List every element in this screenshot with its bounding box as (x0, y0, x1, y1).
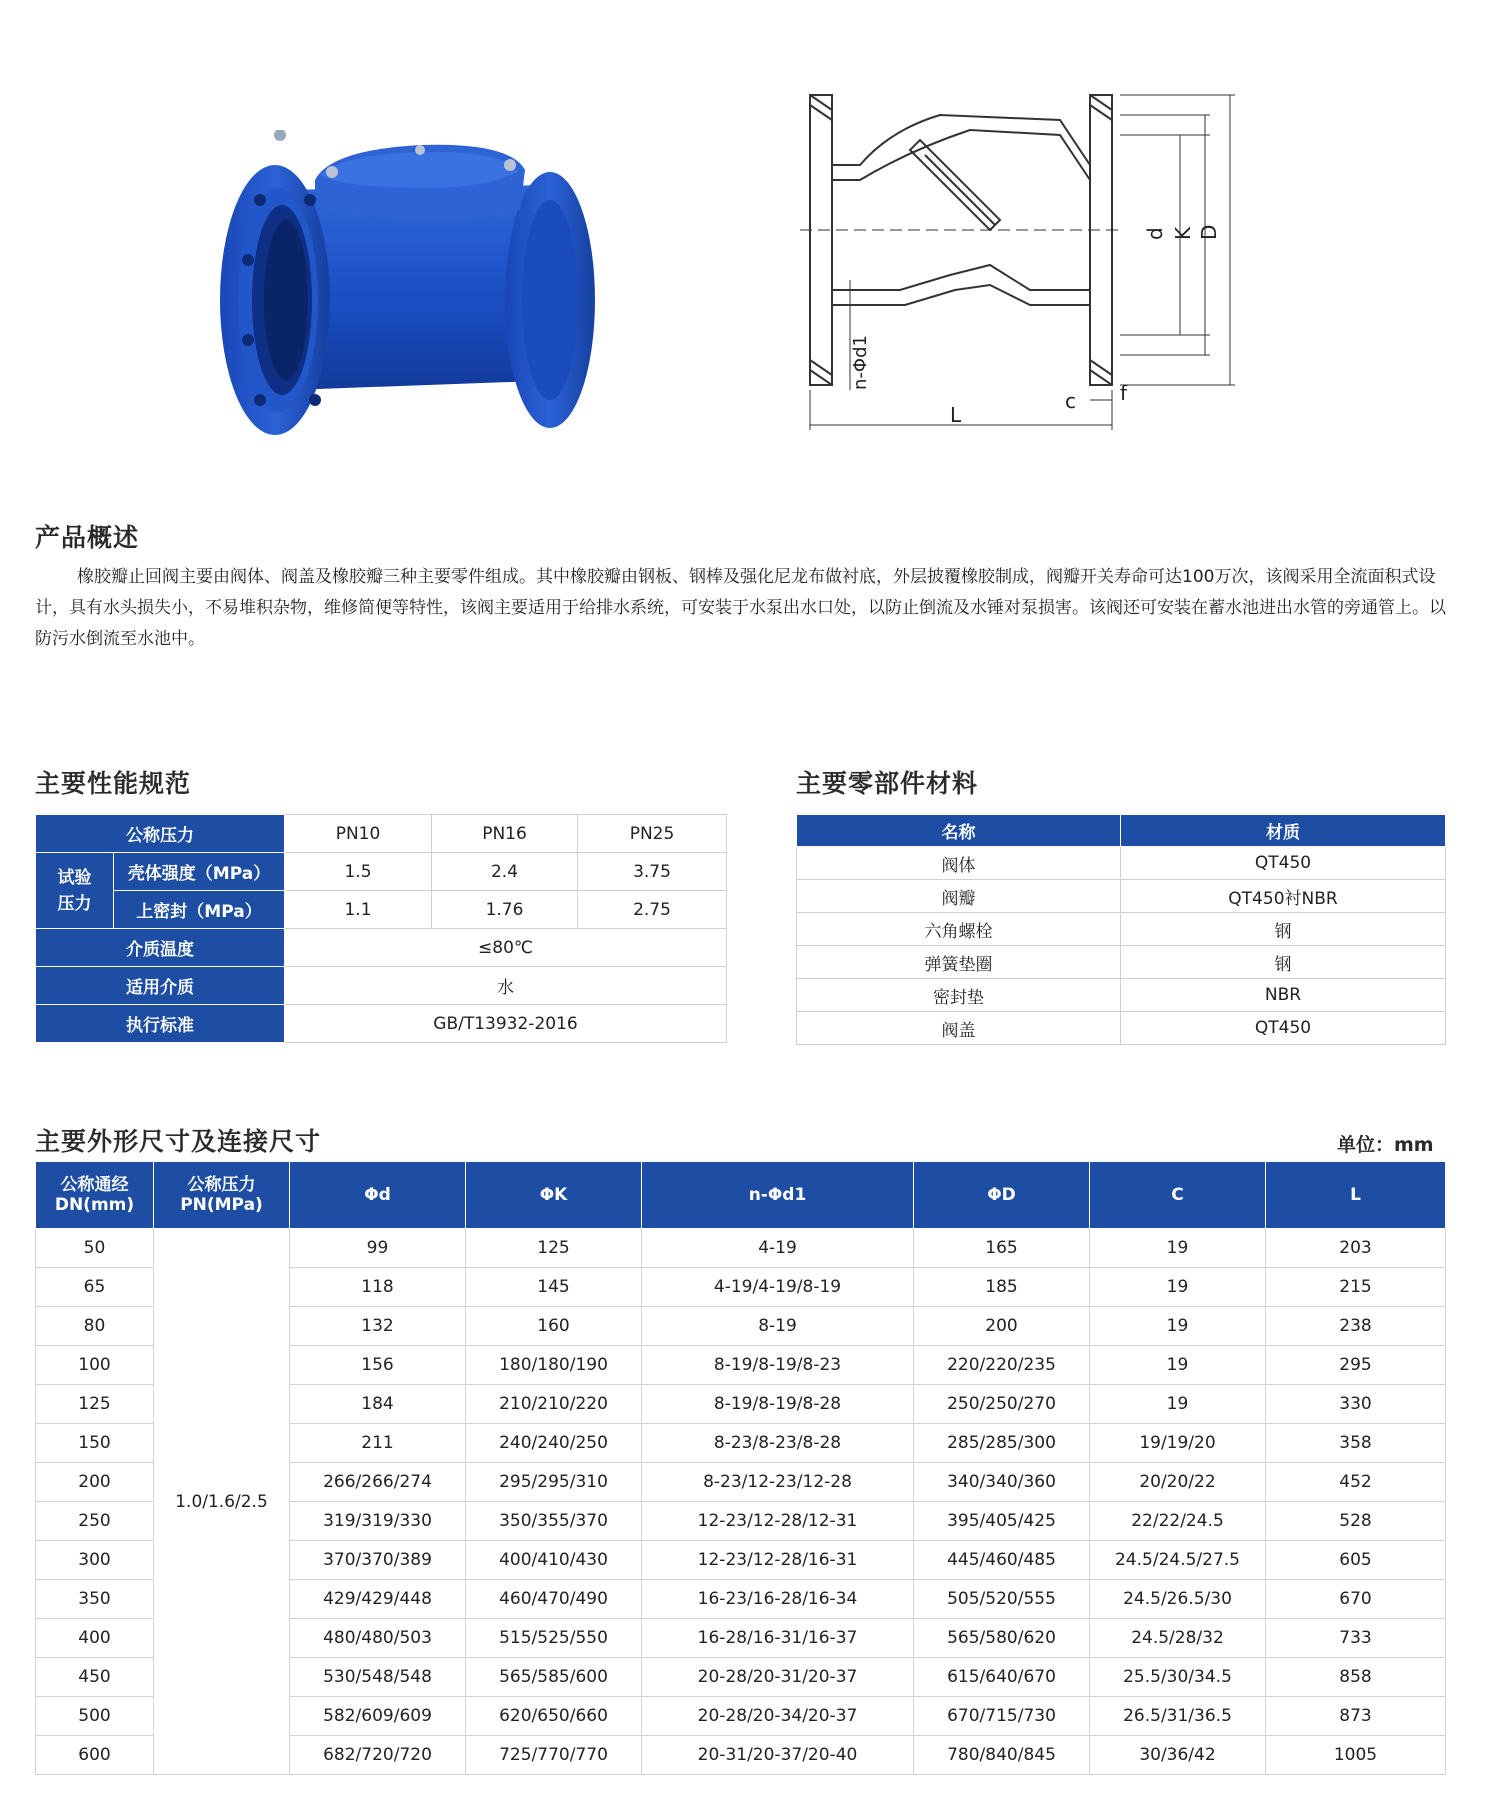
test-pressure-label: 试验压力 (36, 853, 114, 929)
dimensions-cell: 395/405/425 (914, 1502, 1090, 1541)
materials-row (797, 1012, 1446, 1045)
dimensions-col-header: 公称压力PN(MPa) (154, 1162, 290, 1229)
materials-row (797, 847, 1446, 880)
material-value: QT450 (1121, 1012, 1446, 1045)
valve-product-photo (220, 130, 620, 450)
dimensions-cell: 4-19 (642, 1229, 914, 1268)
dimensions-cell: 50 (36, 1229, 154, 1268)
dimensions-cell: 350/355/370 (466, 1502, 642, 1541)
dimensions-cell: 26.5/31/36.5 (1090, 1697, 1266, 1736)
temp-value: ≤80℃ (285, 929, 727, 967)
dimensions-cell: 858 (1266, 1658, 1446, 1697)
dimensions-cell: 20-28/20-31/20-37 (642, 1658, 914, 1697)
dimensions-cell: 445/460/485 (914, 1541, 1090, 1580)
dimensions-cell: 160 (466, 1307, 642, 1346)
dimensions-cell: 4-19/4-19/8-19 (642, 1268, 914, 1307)
dimensions-cell: 300 (36, 1541, 154, 1580)
pn-header: PN16 (432, 815, 578, 853)
shell-strength-label: 壳体强度（MPa） (114, 853, 285, 891)
dimensions-cell: 295 (1266, 1346, 1446, 1385)
dimensions-cell: 200 (36, 1463, 154, 1502)
performance-heading: 主要性能规范 (35, 769, 192, 798)
performance-table (35, 814, 727, 1043)
dimensions-cell: 370/370/389 (290, 1541, 466, 1580)
materials-row (797, 946, 1446, 979)
dimensions-cell: 565/585/600 (466, 1658, 642, 1697)
shell-value: 2.4 (432, 853, 578, 891)
materials-col-header: 名称 (797, 815, 1121, 847)
dimensions-cell: 8-23/12-23/12-28 (642, 1463, 914, 1502)
standard-value: GB/T13932-2016 (285, 1005, 727, 1043)
dimensions-cell: 873 (1266, 1697, 1446, 1736)
material-part-name: 阀体 (797, 847, 1121, 880)
dimensions-cell: 480/480/503 (290, 1619, 466, 1658)
dimensions-cell: 19 (1090, 1385, 1266, 1424)
dimensions-cell: 20/20/22 (1090, 1463, 1266, 1502)
dimensions-cell: 460/470/490 (466, 1580, 642, 1619)
dimensions-pn-merged: 1.0/1.6/2.5 (154, 1229, 290, 1775)
dimensions-cell: 125 (466, 1229, 642, 1268)
dimensions-cell: 240/240/250 (466, 1424, 642, 1463)
seal-value: 1.76 (432, 891, 578, 929)
materials-row (797, 979, 1446, 1012)
dimensions-heading: 主要外形尺寸及连接尺寸 (35, 1127, 322, 1156)
dimensions-cell: 780/840/845 (914, 1736, 1090, 1775)
dim-label-nd1: n-Φd1 (850, 335, 871, 390)
dim-label-c: c (1065, 389, 1076, 413)
dimensions-col-header: ΦD (914, 1162, 1090, 1229)
dimensions-cell: 319/319/330 (290, 1502, 466, 1541)
dimensions-cell: 19 (1090, 1229, 1266, 1268)
dimensions-cell: 500 (36, 1697, 154, 1736)
dimensions-cell: 210/210/220 (466, 1385, 642, 1424)
dimensions-cell: 515/525/550 (466, 1619, 642, 1658)
dimensions-cell: 250/250/270 (914, 1385, 1090, 1424)
dimensions-cell: 156 (290, 1346, 466, 1385)
dimensions-cell: 615/640/670 (914, 1658, 1090, 1697)
dimensions-cell: 682/720/720 (290, 1736, 466, 1775)
material-value: QT450 (1121, 847, 1446, 880)
dimensions-cell: 24.5/28/32 (1090, 1619, 1266, 1658)
dimensions-cell: 30/36/42 (1090, 1736, 1266, 1775)
dimensions-cell: 340/340/360 (914, 1463, 1090, 1502)
dimensions-row (36, 1229, 1446, 1268)
dimensions-cell: 118 (290, 1268, 466, 1307)
dimensions-cell: 180/180/190 (466, 1346, 642, 1385)
dimensions-cell: 65 (36, 1268, 154, 1307)
dimensions-cell: 211 (290, 1424, 466, 1463)
medium-value: 水 (285, 967, 727, 1005)
dimensions-cell: 450 (36, 1658, 154, 1697)
dimensions-cell: 100 (36, 1346, 154, 1385)
dimensions-cell: 505/520/555 (914, 1580, 1090, 1619)
dimensions-cell: 203 (1266, 1229, 1446, 1268)
shell-value: 1.5 (285, 853, 432, 891)
overview-heading: 产品概述 (35, 523, 140, 552)
dimensions-cell: 285/285/300 (914, 1424, 1090, 1463)
dimensions-col-header: 公称通经DN(mm) (36, 1162, 154, 1229)
dimensions-cell: 12-23/12-28/12-31 (642, 1502, 914, 1541)
dimensions-cell: 620/650/660 (466, 1697, 642, 1736)
dimensions-cell: 215 (1266, 1268, 1446, 1307)
temp-label: 介质温度 (36, 929, 285, 967)
dimensions-cell: 8-19/8-19/8-28 (642, 1385, 914, 1424)
dimensions-cell: 400/410/430 (466, 1541, 642, 1580)
dimensions-cell: 184 (290, 1385, 466, 1424)
dimensions-cell: 733 (1266, 1619, 1446, 1658)
dimensions-cell: 452 (1266, 1463, 1446, 1502)
dimensions-cell: 295/295/310 (466, 1463, 642, 1502)
dimensions-cell: 250 (36, 1502, 154, 1541)
dimensions-cell: 8-23/8-23/8-28 (642, 1424, 914, 1463)
dimensions-cell: 200 (914, 1307, 1090, 1346)
dimensions-cell: 145 (466, 1268, 642, 1307)
dimensions-cell: 22/22/24.5 (1090, 1502, 1266, 1541)
shell-value: 3.75 (578, 853, 727, 891)
dimensions-cell: 266/266/274 (290, 1463, 466, 1502)
dimensions-cell: 530/548/548 (290, 1658, 466, 1697)
dimensions-cell: 125 (36, 1385, 154, 1424)
dimensions-cell: 20-28/20-34/20-37 (642, 1697, 914, 1736)
dimensions-cell: 330 (1266, 1385, 1446, 1424)
dimensions-cell: 185 (914, 1268, 1090, 1307)
dim-label-d-outer: D (1197, 224, 1221, 240)
materials-heading: 主要零部件材料 (796, 769, 979, 798)
material-part-name: 弹簧垫圈 (797, 946, 1121, 979)
nominal-pressure-label: 公称压力 (36, 815, 285, 853)
dimensions-cell: 220/220/235 (914, 1346, 1090, 1385)
overview-paragraph: 橡胶瓣止回阀主要由阀体、阀盖及橡胶瓣三种主要零件组成。其中橡胶瓣由钢板、钢棒及强化尼龙布做衬底，外层披覆橡胶制成，阀瓣开关寿命可达100万次，该阀采用全流面积式设计，具有水头损失小，不易堆积杂物，维修简便等特性，该阀主要适用于给排水系统，可安装于水泵出水口处，以防止倒流及水锤对泵损害。该阀还可安装在蓄水池进出水管的旁通管上。以防污水倒流至水池中。 (35, 567, 1446, 649)
seal-value: 2.75 (578, 891, 727, 929)
dimensions-cell: 19 (1090, 1307, 1266, 1346)
dim-label-k: K (1171, 226, 1195, 240)
overview-text (35, 562, 1455, 655)
dimensions-cell: 600 (36, 1736, 154, 1775)
dimensions-cell: 429/429/448 (290, 1580, 466, 1619)
dimensions-cell: 8-19 (642, 1307, 914, 1346)
dimensions-cell: 358 (1266, 1424, 1446, 1463)
pn-header: PN10 (285, 815, 432, 853)
dimensions-cell: 238 (1266, 1307, 1446, 1346)
dimensions-cell: 12-23/12-28/16-31 (642, 1541, 914, 1580)
medium-label: 适用介质 (36, 967, 285, 1005)
dimensions-cell: 582/609/609 (290, 1697, 466, 1736)
dim-label-f: f (1120, 381, 1128, 405)
dimensions-cell: 1005 (1266, 1736, 1446, 1775)
dimensions-col-header: ΦK (466, 1162, 642, 1229)
dimensions-cell: 150 (36, 1424, 154, 1463)
dim-label-d: d (1143, 227, 1167, 240)
material-part-name: 六角螺栓 (797, 913, 1121, 946)
pn-header: PN25 (578, 815, 727, 853)
dimensions-cell: 605 (1266, 1541, 1446, 1580)
material-part-name: 密封垫 (797, 979, 1121, 1012)
dimensions-cell: 8-19/8-19/8-23 (642, 1346, 914, 1385)
materials-row (797, 880, 1446, 913)
dimensions-cell: 24.5/24.5/27.5 (1090, 1541, 1266, 1580)
dimensions-cell: 24.5/26.5/30 (1090, 1580, 1266, 1619)
dimensions-cell: 350 (36, 1580, 154, 1619)
material-value: 钢 (1121, 913, 1446, 946)
dimensions-cell: 16-28/16-31/16-37 (642, 1619, 914, 1658)
dimensions-cell: 19/19/20 (1090, 1424, 1266, 1463)
dimensions-cell: 19 (1090, 1268, 1266, 1307)
dimensions-cell: 16-23/16-28/16-34 (642, 1580, 914, 1619)
dim-label-l: L (950, 403, 962, 427)
material-value: QT450衬NBR (1121, 880, 1446, 913)
valve-section-drawing (790, 90, 1270, 450)
dimensions-cell: 20-31/20-37/20-40 (642, 1736, 914, 1775)
dimensions-cell: 670/715/730 (914, 1697, 1090, 1736)
materials-col-header: 材质 (1121, 815, 1446, 847)
dimensions-col-header: L (1266, 1162, 1446, 1229)
dimensions-cell: 80 (36, 1307, 154, 1346)
material-value: 钢 (1121, 946, 1446, 979)
dimensions-cell: 165 (914, 1229, 1090, 1268)
dimensions-cell: 25.5/30/34.5 (1090, 1658, 1266, 1697)
seal-label: 上密封（MPa） (114, 891, 285, 929)
materials-row (797, 913, 1446, 946)
dimensions-cell: 19 (1090, 1346, 1266, 1385)
dimensions-cell: 725/770/770 (466, 1736, 642, 1775)
dimensions-cell: 565/580/620 (914, 1619, 1090, 1658)
dimensions-cell: 670 (1266, 1580, 1446, 1619)
material-value: NBR (1121, 979, 1446, 1012)
dimensions-cell: 132 (290, 1307, 466, 1346)
material-part-name: 阀瓣 (797, 880, 1121, 913)
seal-value: 1.1 (285, 891, 432, 929)
dimensions-cell: 528 (1266, 1502, 1446, 1541)
dimensions-cell: 400 (36, 1619, 154, 1658)
standard-label: 执行标准 (36, 1005, 285, 1043)
dimensions-table (35, 1161, 1446, 1775)
unit-label: 单位：mm (1337, 1134, 1434, 1156)
dimensions-cell: 99 (290, 1229, 466, 1268)
dimensions-col-header: n-Φd1 (642, 1162, 914, 1229)
material-part-name: 阀盖 (797, 1012, 1121, 1045)
materials-table (796, 814, 1446, 1045)
dimensions-col-header: C (1090, 1162, 1266, 1229)
dimensions-col-header: Φd (290, 1162, 466, 1229)
